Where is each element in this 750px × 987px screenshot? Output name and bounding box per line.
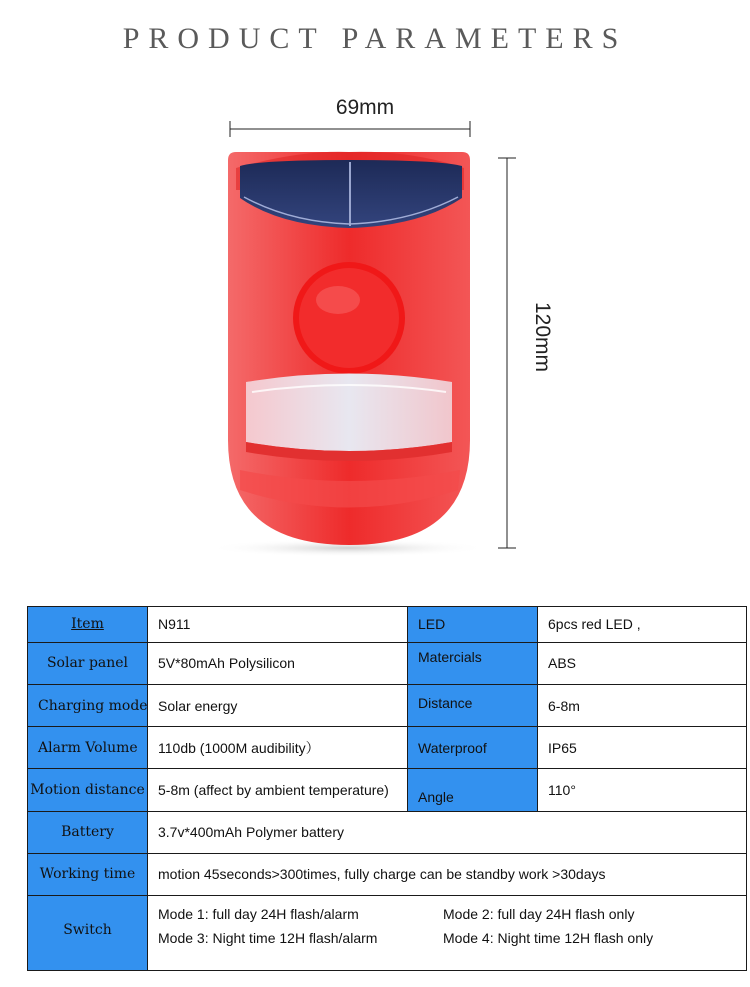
width-dimension-label: 69mm bbox=[335, 96, 395, 119]
table-row bbox=[28, 685, 747, 727]
switch-mode-3: Mode 3: Night time 12H flash/alarm bbox=[158, 929, 378, 946]
spec-value-waterproof: IP65 bbox=[538, 727, 747, 769]
spec-value-materials: ABS bbox=[538, 642, 747, 684]
spec-value-working-time: motion 45seconds>300times, fully charge can be standby work >30days bbox=[148, 853, 747, 895]
spec-label-materials: Matercials bbox=[408, 642, 538, 684]
switch-mode-2: Mode 2: full day 24H flash only bbox=[443, 905, 635, 922]
width-dimension-line bbox=[230, 121, 470, 137]
spec-label-waterproof: Waterproof bbox=[408, 727, 538, 769]
spec-value-led: 6pcs red LED , bbox=[538, 607, 747, 643]
table-row bbox=[28, 607, 747, 643]
spec-label-motion-distance: Motion distance bbox=[28, 769, 148, 811]
spec-label-working-time: Working time bbox=[28, 853, 148, 895]
height-dimension-label: 120mm bbox=[531, 302, 554, 373]
spec-value-alarm-volume: 110db (1000M audibility） bbox=[148, 727, 408, 769]
spec-label-angle: Angle bbox=[408, 769, 538, 811]
spec-value-item: N911 bbox=[148, 607, 408, 643]
spec-label-solar-panel: Solar panel bbox=[28, 642, 148, 684]
table-row bbox=[28, 853, 747, 895]
spec-value-distance: 6-8m bbox=[538, 685, 747, 727]
table-row bbox=[28, 642, 747, 684]
table-row bbox=[28, 811, 747, 853]
switch-mode-1: Mode 1: full day 24H flash/alarm bbox=[158, 905, 359, 922]
spec-value-charging-mode: Solar energy bbox=[148, 685, 408, 727]
spec-value-solar-panel: 5V*80mAh Polysilicon bbox=[148, 642, 408, 684]
table-row bbox=[28, 727, 747, 769]
table-row bbox=[28, 895, 747, 970]
spec-table bbox=[27, 606, 747, 971]
spec-label-led: LED bbox=[408, 607, 538, 643]
spec-label-battery: Battery bbox=[28, 811, 148, 853]
spec-label-distance: Distance bbox=[408, 685, 538, 727]
spec-value-motion-distance: 5-8m (affect by ambient temperature) bbox=[148, 769, 408, 811]
spec-value-battery: 3.7v*400mAh Polymer battery bbox=[148, 811, 747, 853]
height-dimension-line bbox=[498, 158, 516, 548]
spec-label-charging-mode: Charging mode bbox=[28, 685, 148, 727]
spec-label-switch: Switch bbox=[28, 895, 148, 970]
spec-value-switch bbox=[148, 895, 747, 970]
spec-label-item: Item bbox=[28, 607, 148, 643]
spec-value-angle: 110° bbox=[538, 769, 747, 811]
table-row bbox=[28, 769, 747, 811]
spec-label-alarm-volume: Alarm Volume bbox=[28, 727, 148, 769]
switch-mode-4: Mode 4: Night time 12H flash only bbox=[443, 929, 654, 946]
page-title: PRODUCT PARAMETERS bbox=[122, 22, 628, 55]
